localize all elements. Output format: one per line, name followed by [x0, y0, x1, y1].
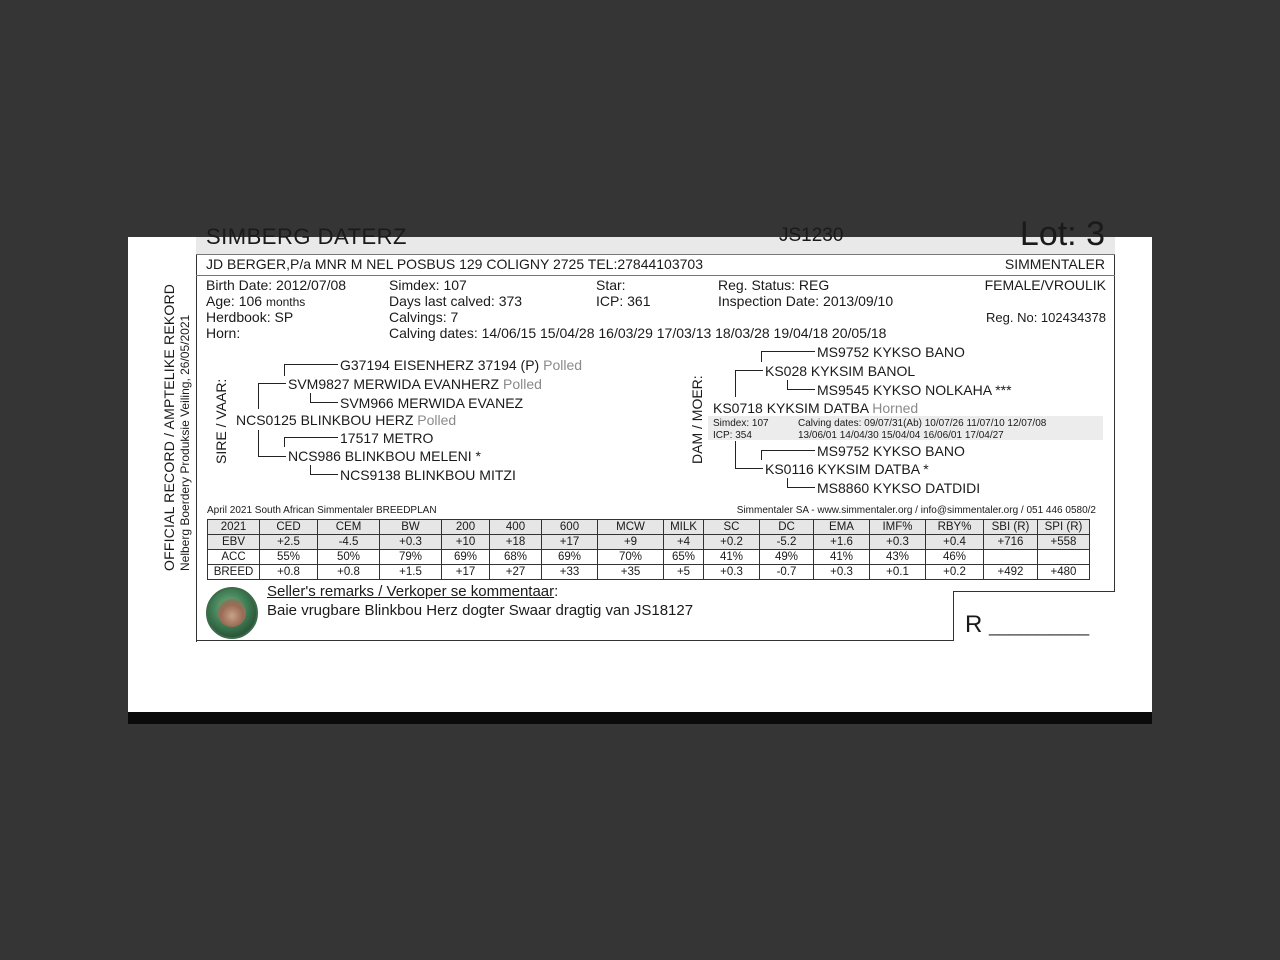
table-cell: +0.8: [318, 565, 380, 580]
reg-number: Reg. No: 102434378: [986, 310, 1106, 325]
table-cell: 69%: [542, 550, 598, 565]
days-last-calved: Days last calved: 373: [389, 293, 523, 309]
horn-status: Horn:: [206, 325, 241, 341]
table-header: SBI (R): [984, 520, 1038, 535]
table-cell: +0.2: [926, 565, 984, 580]
table-cell: 69%: [442, 550, 490, 565]
table-header: CED: [260, 520, 318, 535]
lot-card: [196, 215, 1116, 642]
table-cell: +9: [598, 535, 664, 550]
table-cell: +0.3: [380, 535, 442, 550]
table-cell: +4: [664, 535, 704, 550]
table-cell: -5.2: [760, 535, 814, 550]
dam-calving-dates-cont: 13/06/01 14/04/30 15/04/04 16/06/01 17/04/27: [798, 430, 1004, 441]
table-cell: 50%: [318, 550, 380, 565]
table-header: EMA: [814, 520, 870, 535]
reg-status: Reg. Status: REG: [718, 277, 830, 293]
icp: ICP: 361: [596, 293, 651, 309]
table-row-ebv: [208, 535, 1090, 550]
table-cell: -0.7: [760, 565, 814, 580]
table-cell: [984, 550, 1038, 565]
table-cell: 68%: [490, 550, 542, 565]
table-cell: +0.4: [926, 535, 984, 550]
calving-dates: Calving dates: 14/06/15 15/04/28 16/03/29 17/03/13 18/03/28 19/04/18 20/05/18: [389, 325, 887, 341]
table-cell: 49%: [760, 550, 814, 565]
table-cell: 79%: [380, 550, 442, 565]
inspection-date: Inspection Date: 2013/09/10: [718, 293, 894, 309]
table-cell: +18: [490, 535, 542, 550]
table-cell: +10: [442, 535, 490, 550]
document-viewport: [128, 215, 1152, 723]
table-cell: ACC: [208, 550, 260, 565]
table-header: SPI (R): [1038, 520, 1090, 535]
sire: NCS0125 BLINKBOU HERZ Polled: [236, 412, 457, 428]
table-cell: 46%: [926, 550, 984, 565]
price-field[interactable]: R __________: [965, 611, 1090, 638]
table-cell: 41%: [814, 550, 870, 565]
ebv-table: [207, 519, 1090, 580]
table-cell: 55%: [260, 550, 318, 565]
sire-sire: SVM9827 MERWIDA EVANHERZ Polled: [288, 376, 542, 392]
table-cell: -4.5: [318, 535, 380, 550]
age: Age: 106 months: [206, 293, 306, 309]
table-cell: +17: [542, 535, 598, 550]
table-row-breed: [208, 565, 1090, 580]
table-cell: +27: [490, 565, 542, 580]
remarks-text: Baie vrugbare Blinkbou Herz dogter Swaar dragtig van JS18127: [267, 602, 694, 619]
table-header: 600: [542, 520, 598, 535]
table-cell: +0.8: [260, 565, 318, 580]
table-cell: +5: [664, 565, 704, 580]
table-header: 2021: [208, 520, 260, 535]
table-cell: +0.3: [704, 565, 760, 580]
table-cell: +17: [442, 565, 490, 580]
table-cell: 70%: [598, 550, 664, 565]
table-header: MILK: [664, 520, 704, 535]
simdex: Simdex: 107: [389, 277, 467, 293]
dam-label: DAM / MOER:: [689, 375, 705, 464]
official-record-label: OFFICIAL RECORD / AMPTELIKE REKORD Nelberg Boerdery Produksie Veiling, 26/05/2021: [161, 283, 192, 571]
table-cell: 41%: [704, 550, 760, 565]
table-cell: +33: [542, 565, 598, 580]
star: Star:: [596, 277, 626, 293]
dam-sire-sire: MS9752 KYKSO BANO: [817, 344, 965, 360]
table-cell: +0.2: [704, 535, 760, 550]
table-cell: +558: [1038, 535, 1090, 550]
table-cell: +1.5: [380, 565, 442, 580]
breed-label: SIMMENTALER: [1004, 256, 1105, 272]
table-header: SC: [704, 520, 760, 535]
dam-sire: KS028 KYKSIM BANOL: [765, 363, 916, 379]
dam-icp: ICP: 354: [713, 430, 752, 441]
simmentaler-logo-icon: [206, 587, 258, 639]
lot-number: Lot: 3: [1019, 215, 1105, 253]
breedplan-caption: April 2021 South African Simmentaler BREEDPLAN: [207, 505, 437, 516]
table-cell: +0.1: [870, 565, 926, 580]
table-cell: +492: [984, 565, 1038, 580]
herdbook: Herdbook: SP: [206, 309, 294, 325]
animal-header: [196, 215, 1115, 255]
sex-label: FEMALE/VROULIK: [984, 277, 1106, 293]
table-cell: 65%: [664, 550, 704, 565]
dam-dam-sire: MS9752 KYKSO BANO: [817, 443, 965, 459]
owner-row: [196, 255, 1115, 276]
ebv-header-row: [208, 520, 1090, 535]
table-header: MCW: [598, 520, 664, 535]
table-cell: EBV: [208, 535, 260, 550]
sire-dam: NCS986 BLINKBOU MELENI *: [288, 448, 481, 464]
remarks-heading: Seller's remarks / Verkoper se kommentaar:: [267, 583, 559, 600]
table-cell: +2.5: [260, 535, 318, 550]
animal-code: JS1230: [779, 225, 844, 246]
breedplan-contact: Simmentaler SA - www.simmentaler.org / info@simmentaler.org / 051 446 0580/2: [736, 505, 1096, 516]
dam: KS0718 KYKSIM DATBA Horned: [713, 400, 919, 416]
table-cell: +480: [1038, 565, 1090, 580]
sire-dam-dam: NCS9138 BLINKBOU MITZI: [340, 467, 516, 483]
sire-sire-dam: SVM966 MERWIDA EVANEZ: [340, 395, 524, 411]
table-cell: +0.3: [814, 565, 870, 580]
owner-details: JD BERGER,P/a MNR M NEL POSBUS 129 COLIGNY 2725 TEL:27844103703: [206, 256, 703, 272]
bottom-bar: [128, 712, 1152, 724]
table-row-acc: [208, 550, 1090, 565]
animal-name: SIMBERG DATERZ: [206, 224, 407, 249]
dam-dam-dam: MS8860 KYKSO DATDIDI: [817, 480, 981, 496]
sire-label: SIRE / VAAR:: [213, 378, 229, 464]
dam-dam: KS0116 KYKSIM DATBA *: [765, 461, 929, 477]
table-header: 400: [490, 520, 542, 535]
birth-date: Birth Date: 2012/07/08: [206, 277, 347, 293]
table-header: 200: [442, 520, 490, 535]
table-header: IMF%: [870, 520, 926, 535]
table-cell: +716: [984, 535, 1038, 550]
table-cell: BREED: [208, 565, 260, 580]
table-cell: [1038, 550, 1090, 565]
table-cell: +1.6: [814, 535, 870, 550]
table-header: DC: [760, 520, 814, 535]
table-cell: 43%: [870, 550, 926, 565]
sire-dam-sire: 17517 METRO: [340, 430, 434, 446]
table-header: RBY%: [926, 520, 984, 535]
dam-calving-dates: Calving dates: 09/07/31(Ab) 10/07/26 11/07/10 12/07/08: [798, 418, 1047, 429]
table-cell: +0.3: [870, 535, 926, 550]
calvings: Calvings: 7: [389, 309, 459, 325]
dam-simdex: Simdex: 107: [713, 418, 769, 429]
dam-sire-dam: MS9545 KYKSO NOLKAHA ***: [817, 382, 1012, 398]
table-header: CEM: [318, 520, 380, 535]
table-cell: +35: [598, 565, 664, 580]
sire-sire-sire: G37194 EISENHERZ 37194 (P) Polled: [340, 357, 583, 373]
table-header: BW: [380, 520, 442, 535]
